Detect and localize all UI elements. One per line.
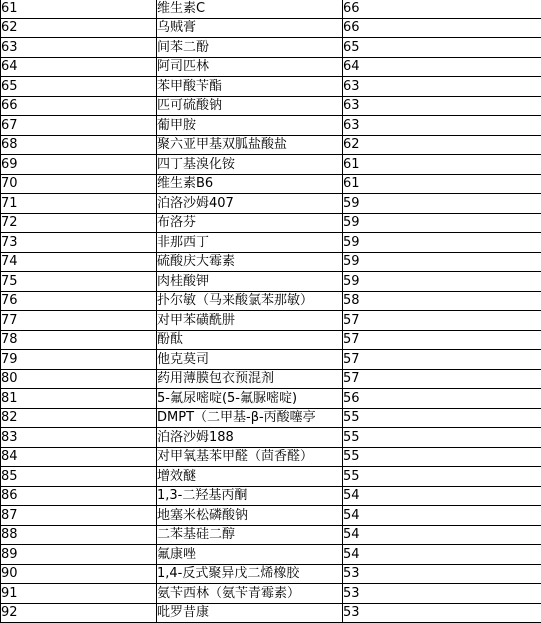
name-cell[interactable]: 葡甲胺 <box>157 116 343 136</box>
rank-cell[interactable]: 62 <box>1 18 157 38</box>
table-row <box>1 389 541 409</box>
table-row <box>1 57 541 77</box>
rank-cell[interactable]: 76 <box>1 291 157 311</box>
count-cell[interactable]: 57 <box>343 350 541 370</box>
rank-cell[interactable]: 85 <box>1 467 157 487</box>
rank-cell[interactable]: 63 <box>1 38 157 58</box>
name-cell[interactable]: 间苯二酚 <box>157 38 343 58</box>
table-row <box>1 447 541 467</box>
name-cell[interactable]: 泊洛沙姆407 <box>157 194 343 214</box>
count-cell[interactable]: 59 <box>343 233 541 253</box>
table-row <box>1 96 541 116</box>
count-cell[interactable]: 55 <box>343 408 541 428</box>
count-cell[interactable]: 63 <box>343 116 541 136</box>
rank-cell[interactable]: 91 <box>1 584 157 604</box>
count-cell[interactable]: 61 <box>343 155 541 175</box>
count-cell[interactable]: 58 <box>343 291 541 311</box>
count-cell[interactable]: 54 <box>343 486 541 506</box>
rank-cell[interactable]: 75 <box>1 272 157 292</box>
rank-cell[interactable]: 78 <box>1 330 157 350</box>
table-row <box>1 194 541 214</box>
name-cell[interactable]: 四丁基溴化铵 <box>157 155 343 175</box>
count-cell[interactable]: 55 <box>343 467 541 487</box>
name-cell[interactable]: 对甲苯磺酰肼 <box>157 311 343 331</box>
name-cell[interactable]: 布洛芬 <box>157 213 343 233</box>
rank-cell[interactable]: 65 <box>1 77 157 97</box>
name-cell[interactable]: 酚酞 <box>157 330 343 350</box>
rank-cell[interactable]: 72 <box>1 213 157 233</box>
count-cell[interactable]: 53 <box>343 564 541 584</box>
count-cell[interactable]: 57 <box>343 330 541 350</box>
table-row <box>1 116 541 136</box>
count-cell[interactable]: 65 <box>343 38 541 58</box>
name-cell[interactable]: 扑尔敏（马来酸氯苯那敏） <box>157 291 343 311</box>
count-cell[interactable]: 57 <box>343 311 541 331</box>
count-cell[interactable]: 56 <box>343 389 541 409</box>
table-row <box>1 369 541 389</box>
name-cell[interactable]: 增效醚 <box>157 467 343 487</box>
name-cell[interactable]: 药用薄膜包衣预混剂 <box>157 369 343 389</box>
count-cell[interactable]: 54 <box>343 525 541 545</box>
name-cell[interactable]: 吡罗昔康 <box>157 603 343 623</box>
rank-cell[interactable]: 88 <box>1 525 157 545</box>
rank-cell[interactable]: 64 <box>1 57 157 77</box>
table-row <box>1 135 541 155</box>
count-cell[interactable]: 53 <box>343 584 541 604</box>
count-cell[interactable]: 61 <box>343 174 541 194</box>
count-cell[interactable]: 55 <box>343 428 541 448</box>
name-cell[interactable]: 1,3-二羟基丙酮 <box>157 486 343 506</box>
name-cell[interactable]: 对甲氧基苯甲醛（茴香醛） <box>157 447 343 467</box>
table-row <box>1 467 541 487</box>
rank-cell[interactable]: 86 <box>1 486 157 506</box>
table-row <box>1 584 541 604</box>
count-cell[interactable]: 54 <box>343 506 541 526</box>
name-cell[interactable]: 硫酸庆大霉素 <box>157 252 343 272</box>
rank-cell[interactable]: 84 <box>1 447 157 467</box>
table-row <box>1 0 541 18</box>
table-row <box>1 174 541 194</box>
name-cell[interactable]: 1,4-反式聚异戊二烯橡胶 <box>157 564 343 584</box>
table-row <box>1 603 541 623</box>
table-row <box>1 272 541 292</box>
table-row <box>1 155 541 175</box>
name-cell[interactable]: 苯甲酸苄酯 <box>157 77 343 97</box>
count-cell[interactable]: 66 <box>343 18 541 38</box>
name-cell[interactable]: 匹可硫酸钠 <box>157 96 343 116</box>
rank-cell[interactable]: 90 <box>1 564 157 584</box>
rank-cell[interactable]: 69 <box>1 155 157 175</box>
count-cell[interactable]: 55 <box>343 447 541 467</box>
rank-cell[interactable]: 67 <box>1 116 157 136</box>
table-row <box>1 311 541 331</box>
table-row <box>1 408 541 428</box>
table-row <box>1 506 541 526</box>
count-cell[interactable]: 64 <box>343 57 541 77</box>
name-cell[interactable]: 地塞米松磷酸钠 <box>157 506 343 526</box>
rank-cell[interactable]: 77 <box>1 311 157 331</box>
name-cell[interactable]: 泊洛沙姆188 <box>157 428 343 448</box>
count-cell[interactable]: 63 <box>343 77 541 97</box>
count-cell[interactable]: 66 <box>343 0 541 18</box>
table-row <box>1 428 541 448</box>
name-cell[interactable]: 乌贼膏 <box>157 18 343 38</box>
name-cell[interactable]: 他克莫司 <box>157 350 343 370</box>
table-row <box>1 291 541 311</box>
rank-cell[interactable]: 71 <box>1 194 157 214</box>
table-row <box>1 350 541 370</box>
name-cell[interactable]: 氟康唑 <box>157 545 343 565</box>
count-cell[interactable]: 62 <box>343 135 541 155</box>
rank-cell[interactable]: 82 <box>1 408 157 428</box>
count-cell[interactable]: 53 <box>343 603 541 623</box>
table-row <box>1 486 541 506</box>
table-row <box>1 213 541 233</box>
rank-cell[interactable]: 87 <box>1 506 157 526</box>
rank-cell[interactable]: 79 <box>1 350 157 370</box>
name-cell[interactable]: 5-氟尿嘧啶(5-氟脲嘧啶) <box>157 389 343 409</box>
table-body <box>1 0 541 623</box>
rank-cell[interactable]: 80 <box>1 369 157 389</box>
table-row <box>1 18 541 38</box>
rank-cell[interactable]: 74 <box>1 252 157 272</box>
rank-cell[interactable]: 61 <box>1 0 157 18</box>
name-cell[interactable]: 氨苄西林（氨苄青霉素） <box>157 584 343 604</box>
name-cell[interactable]: 非那西丁 <box>157 233 343 253</box>
rank-cell[interactable]: 70 <box>1 174 157 194</box>
count-cell[interactable]: 63 <box>343 96 541 116</box>
table-row <box>1 525 541 545</box>
rank-cell[interactable]: 81 <box>1 389 157 409</box>
count-cell[interactable]: 59 <box>343 194 541 214</box>
count-cell[interactable]: 57 <box>343 369 541 389</box>
table-row <box>1 545 541 565</box>
count-cell[interactable]: 59 <box>343 272 541 292</box>
count-cell[interactable]: 59 <box>343 252 541 272</box>
name-cell[interactable]: 二苯基硅二醇 <box>157 525 343 545</box>
count-cell[interactable]: 59 <box>343 213 541 233</box>
name-cell[interactable]: 聚六亚甲基双胍盐酸盐 <box>157 135 343 155</box>
rank-cell[interactable]: 73 <box>1 233 157 253</box>
rank-cell[interactable]: 68 <box>1 135 157 155</box>
name-cell[interactable]: 阿司匹林 <box>157 57 343 77</box>
count-cell[interactable]: 54 <box>343 545 541 565</box>
table-row <box>1 38 541 58</box>
table-row <box>1 564 541 584</box>
rank-cell[interactable]: 83 <box>1 428 157 448</box>
table-row <box>1 330 541 350</box>
name-cell[interactable]: 肉桂酸钾 <box>157 272 343 292</box>
table-row <box>1 252 541 272</box>
name-cell[interactable]: DMPT（二甲基-β-丙酸噻亭 <box>157 408 343 428</box>
name-cell[interactable]: 维生素B6 <box>157 174 343 194</box>
rank-cell[interactable]: 66 <box>1 96 157 116</box>
table-row <box>1 77 541 97</box>
rank-cell[interactable]: 92 <box>1 603 157 623</box>
table-row <box>1 233 541 253</box>
rank-cell[interactable]: 89 <box>1 545 157 565</box>
name-cell[interactable]: 维生素C <box>157 0 343 18</box>
